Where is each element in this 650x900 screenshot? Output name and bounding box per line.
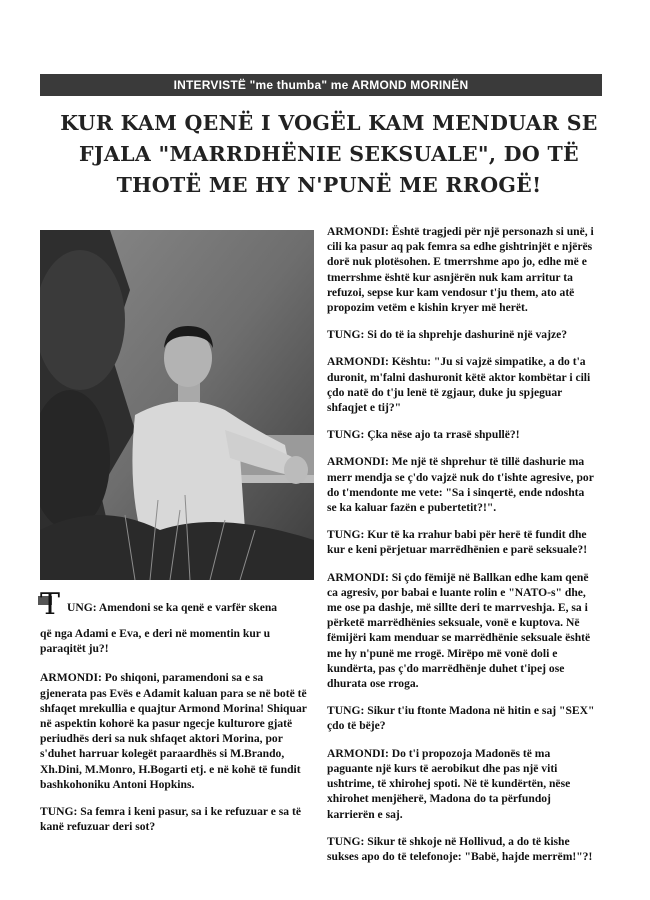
- paragraph: ARMONDI: Do t'i propozoja Madonës të ma paguante një kurs të aerobikut dhe pas një viti ushtrime, të xhirohej spoti. Në të kundërtën, nëse xhirohet menjëherë, Madona do ta përfundoj karrierën e saj.: [327, 746, 571, 821]
- paragraph: ARMONDI: Është tragjedi për një personazh si unë, i cili ka pasur aq pak femra sa edhe gishtrinjët e njërës dorë nuk plotësohen. E tmerrshme apo jo, edhe më e tmerrshme është kur asnjërën nuk kam arritur ta refuzoi, sepse kur kam vendosur t'ju them, ato atë propozim vetëm e kishin kryer më herët.: [327, 225, 594, 315]
- interview-photo: [40, 230, 314, 580]
- paragraph: TUNG: Sa femra i keni pasur, sa i ke refuzuar e sa të kanë refuzuar deri sot?: [40, 805, 301, 834]
- paragraph: ARMONDI: Si çdo fëmijë në Ballkan edhe kam qenë ca agresiv, por babai e luante rolin e "NATO-s" dhe, me ose pa dashje, më sillte deri te marrveshja. E, sa i përketë marrëdhënies seksuale, vonë e kuptova. Në fëmijëri kam menduar se marrëdhënie seksuale është me hy n'punë me rrogë. Mirëpo më vonë doli e kundërta, pas ç'do marrëdhënje duhet t'ipej ose dhurata ose rroga.: [327, 570, 591, 691]
- paragraph: ARMONDI: Kështu: "Ju si vajzë simpatike, a do t'a duronit, m'falni dashuronit këtë aktor kombëtar i cili çdo natë do t'ju lenë të zgjaur, duke ju spjeguar shfaqjet e tij?": [327, 355, 591, 415]
- paragraph: TUNG: Sikur t'iu ftonte Madona në hitin e saj "SEX" çdo të bëje?: [327, 704, 595, 733]
- headline: KUR KAM QENË I VOGËL KAM MENDUAR SE FJALA "MARRDHËNIE SEKSUALE", DO TË THOTË ME HY N'PUNË ME RROGË!: [60, 111, 598, 197]
- intro-first-line: UNG: Amendoni se ka qenë e varfër skena: [67, 601, 278, 614]
- paragraph: ARMONDI: Po shiqoni, paramendoni sa e sa gjenerata pas Evës e Adamit kaluan para se në botë të shfaqet mrekullia e quajtur Armond Morina! Shiquar në aspektin kohorë ka pasur ngecje kulturore gjatë periudhës deri sa nuk shfaqet aktori Morina, por s'duhet harruar kolegët paraardhës si M.Brando, Xh.Dini, M.Monro, H.Bogarti etj. e në kohë të fundit bashkohoniku Antoni Hopkins.: [40, 671, 307, 791]
- left-text-column: [40, 587, 312, 846]
- intro-paragraph: [40, 587, 312, 656]
- intro-rest: që nga Adami e Eva, e deri në momentin kur u paraqitët ju?!: [40, 627, 271, 656]
- paragraph: TUNG: Si do të ia shprehje dashurinë një vajze?: [327, 328, 568, 342]
- section-banner: INTERVISTË "me thumba" me ARMOND MORINËN: [40, 74, 602, 96]
- paragraph: TUNG: Çka nëse ajo ta rrasë shpullë?!: [327, 428, 520, 442]
- portrait-image: [40, 230, 314, 580]
- paragraph: TUNG: Kur të ka rrahur babi për herë të fundit dhe kur e keni përjetuar marrëdhënien e parë seksuale?!: [327, 528, 588, 557]
- paragraph: TUNG: Sikur të shkoje në Hollivud, a do të kishe sukses apo do të telefonoje: "Babë, hajde merrëm!"?!: [327, 834, 593, 863]
- right-text-column: [327, 224, 595, 876]
- drop-cap: T: [40, 587, 61, 622]
- paragraph: ARMONDI: Me një të shprehur të tillë dashurie ma merr mendja se ç'do vajzë nuk do t'ishte agresive, por do t'mendonte me vete: "Sa i sinqertë, ende ndoshta se ka kaluar fazën e pubertetit?!".: [327, 455, 594, 515]
